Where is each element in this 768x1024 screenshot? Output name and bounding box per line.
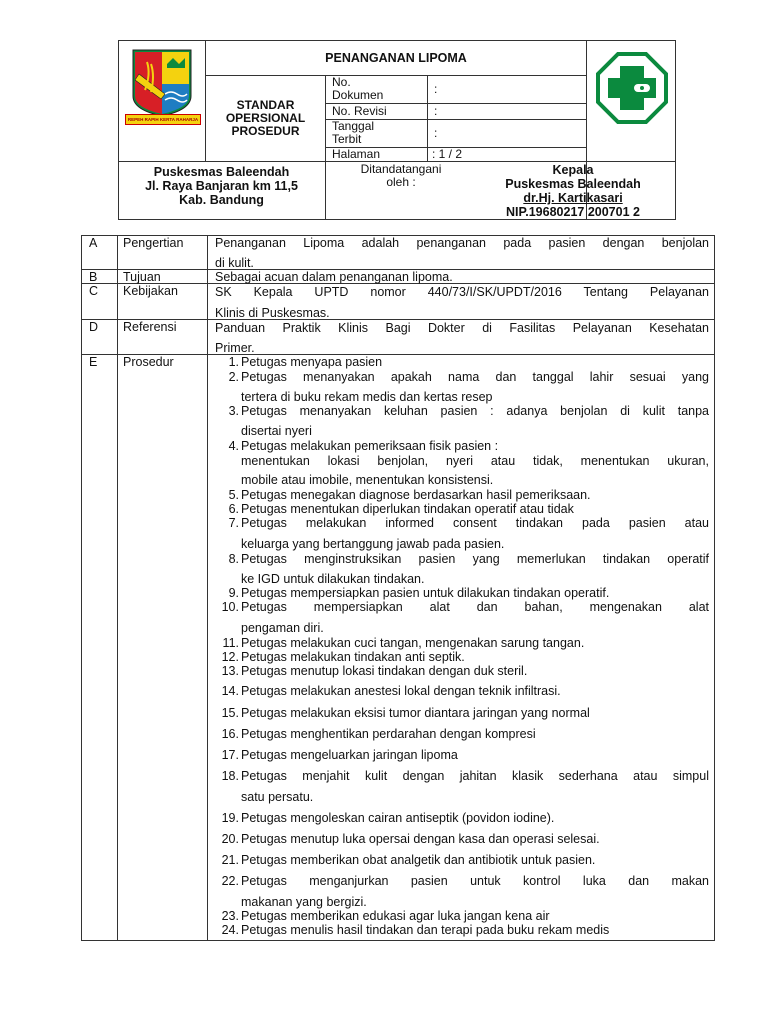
section-label-tujuan: Tujuan	[123, 270, 161, 284]
section-letter-c: C	[89, 284, 99, 298]
document-title: PENANGANAN LIPOMA	[325, 51, 467, 65]
organization-address: Puskesmas Baleendah Jl. Raya Banjaran km 11,5 Kab. Bandung	[145, 165, 298, 207]
section-letter-b: B	[89, 270, 98, 284]
logo-motto-ribbon: REPEH RAPIH KERTA RAHARJA	[125, 114, 201, 125]
field-value-tanggal-terbit: :	[434, 126, 438, 140]
section-letter-d: D	[89, 320, 99, 334]
field-label-no-dokumen: No. Dokumen	[332, 75, 384, 102]
field-value-no-revisi: :	[434, 104, 438, 118]
field-value-halaman: : 1 / 2	[432, 147, 463, 161]
section-label-referensi: Referensi	[123, 320, 177, 334]
section-label-kebijakan: Kebijakan	[123, 284, 178, 298]
section-letter-a: A	[89, 236, 98, 250]
sop-header	[118, 40, 676, 220]
section-label-prosedur: Prosedur	[123, 355, 174, 369]
field-value-no-dokumen: :	[434, 82, 438, 96]
sop-content-table: A Pengertian B Tujuan C Kebijakan D Referensi E Prosedur Penanganan Lipoma adalah penanganan pada pasien dengan benjolan di kulit. Sebagai acuan dalam penanganan lipoma. SK Kepala UPTD nomor 440/73/I/SK/UPDT/2016 Tentang Pelayanan Klinis di Puskesmas. Panduan Praktik Klinis Bagi Dokter di Fasilitas Pelayanan Kesehatan Primer. 1. Petugas menyapa pasien 2. Petugas menanyakan apakah nama dan tanggal lahir sesuai yang tertera di buku rekam medis dan kertas resep 3. Petugas menanyakan keluhan pasien : adanya benjolan di kulit tanpa disertai nyeri 4. Petugas melakukan pemeriksaan fisik pasien : menentukan lokasi benjolan, nyeri atau tidak, menentukan ukuran, mobile atau imobile, menentukan konsistensi. 5. Petugas menegakan diagnose berdasarkan hasil pemeriksaan. 6. Petugas menentukan diperlukan tindakan operatif atau tidak 7. Petugas melakukan informed consent tindakan pada pasien atau keluarga yang bertanggung jawab pada pasien. 8. Petugas menginstruksikan pasien yang memerlukan tindakan operatif ke IGD untuk dilakukan tindakan. 9. Petugas mempersiapkan pasien untuk dilakukan tindakan operatif. 10. Petugas mempersiapkan alat dan bahan, mengenakan alat pengaman diri. 11. Petugas melakukan cuci tangan, mengenakan sarung tangan. 12. Petugas melakukan tindakan anti septik. 13. Petugas menutup lokasi tindakan dengan duk steril. 14. Petugas melakukan anestesi lokal dengan teknik infiltrasi. 15. Petugas melakukan eksisi tumor diantara jaringan yang normal 16. Petugas menghentikan perdarahan dengan kompresi 17. Petugas mengeluarkan jaringan lipoma 18. Petugas menjahit kulit dengan jahitan klasik sederhana atau simpul satu persatu. 19. Petugas mengoleskan cairan antiseptik (povidon iodine). 20. Petugas menutup luka opersai dengan kasa dan operasi selesai. 21. Petugas memberikan obat analgetik dan antibiotik untuk pasien. 22. Petugas menganjurkan pasien untuk kontrol luka dan makan makanan yang bergizi. 23. Petugas memberikan edukasi agar luka jangan kena air 24. Petugas menulis hasil tindakan dan terapi pada buku rekam medis	[81, 235, 715, 941]
field-label-no-revisi: No. Revisi	[332, 104, 387, 118]
signed-by-label: Ditandatangani oleh :	[360, 162, 442, 189]
head-of-puskesmas: Kepala Puskesmas Baleendah dr.Hj. Kartikasari NIP.19680217 200701 2	[505, 163, 641, 219]
section-label-pengertian: Pengertian	[123, 236, 184, 250]
bandung-regency-logo	[121, 44, 203, 130]
sop-label: STANDAR OPERSIONAL PROSEDUR	[225, 98, 306, 138]
field-label-halaman: Halaman	[332, 147, 381, 161]
puskesmas-logo	[596, 52, 668, 124]
field-label-tanggal-terbit: Tanggal Terbit	[332, 119, 375, 146]
section-letter-e: E	[89, 355, 98, 369]
